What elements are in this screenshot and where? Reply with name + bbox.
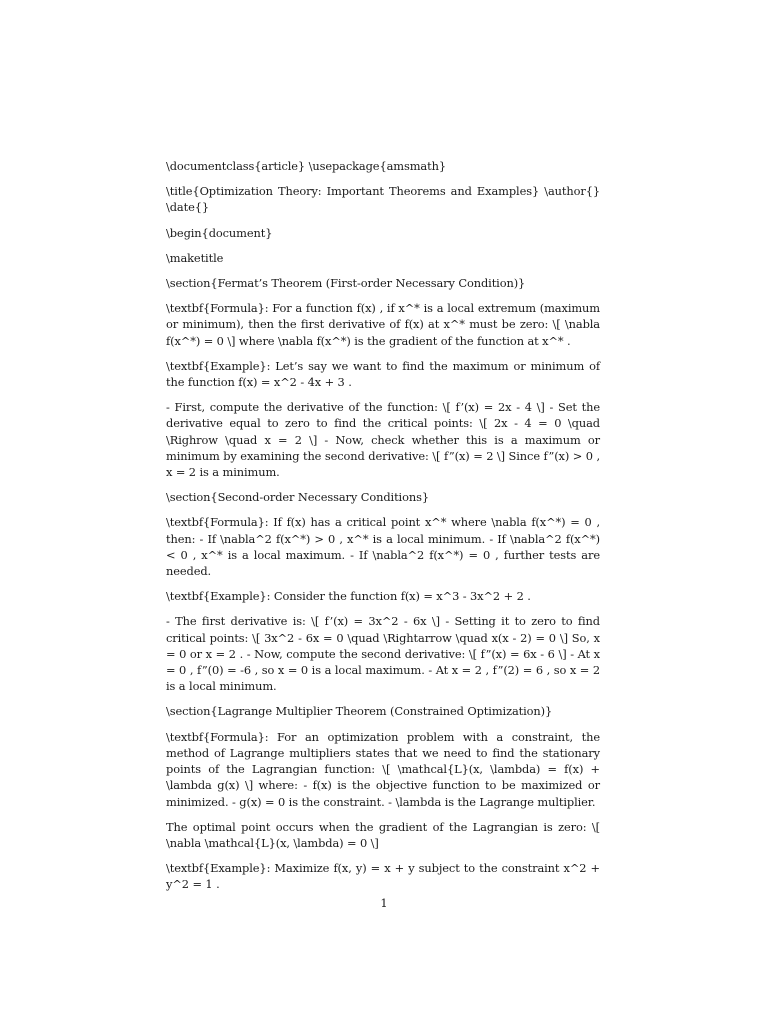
paragraph-second-order-formula: \textbf{Formula}: If f(x) has a critical point x^* where \nabla f(x^*) = 0 , then: - If \nabla^2 f(x^*) > 0 , x^* is a local minimum. - If \nabla^2 f(x^*) < 0 , x^* is a local maximum. - If \nabla^2 f(x^*) = 0 , further tests are needed. bbox=[166, 515, 600, 579]
paragraph-second-order-example: \textbf{Example}: Consider the function f(x) = x^3 - 3x^2 + 2 . bbox=[166, 589, 531, 604]
paragraph-maketitle: \maketitle bbox=[166, 250, 224, 265]
section-fermat-heading: \section{Fermat’s Theorem (First-order Necessary Condition)} bbox=[166, 276, 526, 291]
paragraph-fermat-formula: \textbf{Formula}: For a function f(x) , if x^* is a local extremum (maximum or minimum), then the first derivative of f(x) at x^* must be zero: \[ \nabla f(x^*) = 0 \] where \nabla f(x^*) is the gradient of the function at x^* . bbox=[166, 301, 600, 348]
paragraph-title: \title{Optimization Theory: Important Theorems and Examples} \author{} \date{} bbox=[166, 184, 600, 215]
paragraph-documentclass: \documentclass{article} \usepackage{amsmath} bbox=[166, 159, 446, 173]
document-body bbox=[166, 158, 600, 902]
paragraph-second-order-solution: - The first derivative is: \[ f’(x) = 3x^2 - 6x \] - Setting it to zero to find critical points: \[ 3x^2 - 6x = 0 \quad \Rightarrow \quad x(x - 2) = 0 \] So, x = 0 or x = 2 . - Now, compute the second derivative: \[ f”(x) = 6x - 6 \] - At x = 0 , f”(0) = -6 , so x = 0 is a local maximum. - At x = 2 , f”(2) = 6 , so x = 2 is a local minimum. bbox=[166, 614, 600, 694]
section-second-order-heading: \section{Second-order Necessary Conditions} bbox=[166, 490, 429, 505]
paragraph-fermat-example: \textbf{Example}: Let’s say we want to find the maximum or minimum of the function f(x) = x^2 - 4x + 3 . bbox=[166, 358, 600, 390]
section-lagrange-heading: \section{Lagrange Multiplier Theorem (Constrained Optimization)} bbox=[166, 704, 553, 719]
paragraph-fermat-solution: - First, compute the derivative of the function: \[ f’(x) = 2x - 4 \] - Set the derivative equal to zero to find the critical points: \[ 2x - 4 = 0 \quad \Righrow \quad x = 2 \] - Now, check whether this is a maximum or minimum by examining the second derivative: \[ f”(x) = 2 \] Since f”(x) > 0 , x = 2 is a minimum. bbox=[166, 400, 600, 480]
paragraph-lagrange-example: \textbf{Example}: Maximize f(x, y) = x + y subject to the constraint x^2 + y^2 = 1 . bbox=[166, 861, 600, 892]
page-number: 1 bbox=[380, 896, 388, 910]
paragraph-lagrange-formula: \textbf{Formula}: For an optimization problem with a constraint, the method of Lagrange multipliers states that we need to find the stationary points of the Lagrangian function: \[ \mathcal{L}(x, \lambda) = f(x) + \lambda g(x) \] where: - f(x) is the objective function to be maximized or minimized. - g(x) = 0 is the constraint. - \lambda is the Lagrange multiplier. bbox=[166, 729, 600, 809]
paragraph-lagrange-optimal: The optimal point occurs when the gradient of the Lagrangian is zero: \[ \nabla \mathcal{L}(x, \lambda) = 0 \] bbox=[166, 819, 600, 850]
paragraph-begin-document: \begin{document} bbox=[166, 225, 273, 240]
